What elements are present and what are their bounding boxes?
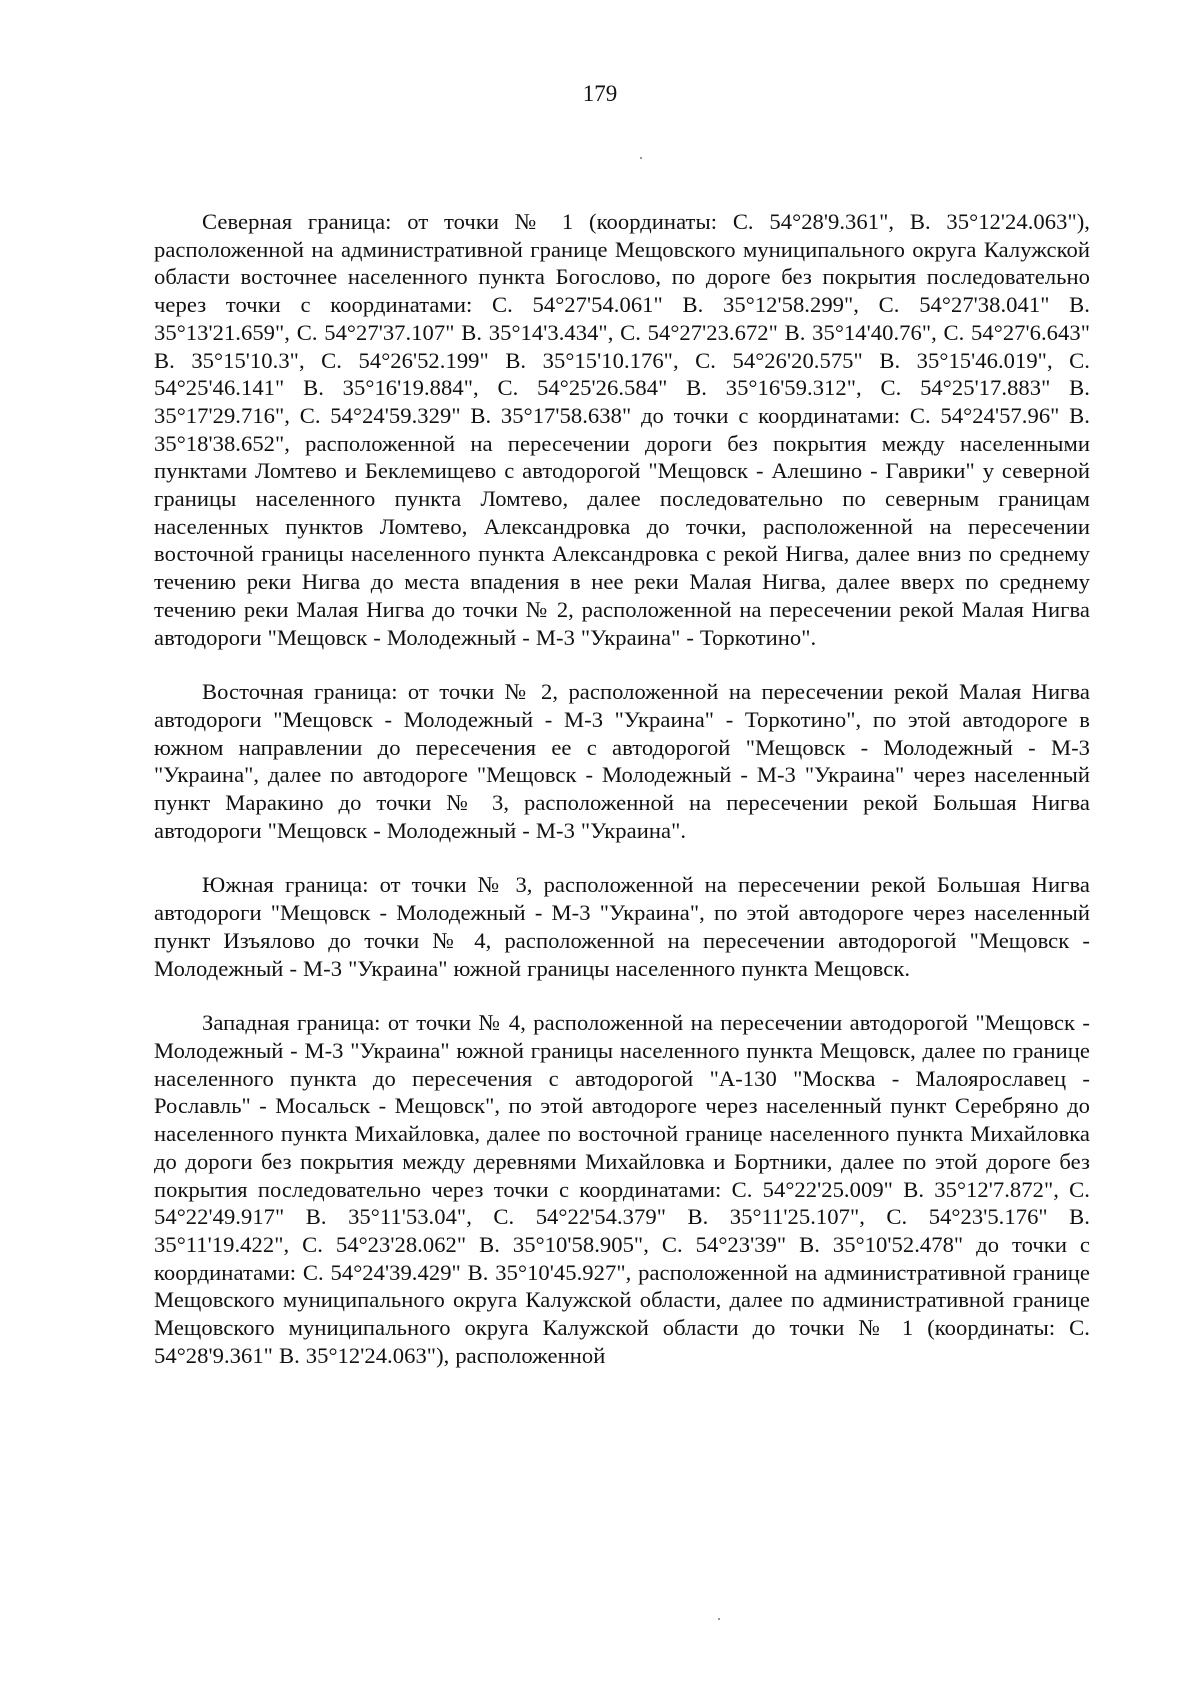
page-number: 179 [582, 81, 618, 106]
scan-speck [640, 157, 642, 159]
scan-speck [718, 1618, 720, 1620]
paragraph-northern-boundary: Северная граница: от точки № 1 (координаты: С. 54°28'9.361", В. 35°12'24.063"), расположенной на административной границе Мещовского муниципального округа Калужской области восточнее населенного пункта Богослово, по дороге без покрытия последовательно через точки с координатами: С. 54°27'54.061" В. 35°12'58.299", С. 54°27'38.041" В. 35°13'21.659", С. 54°27'37.107" В. 35°14'3.434", С. 54°27'23.672" В. 35°14'40.76", С. 54°27'6.643" В. 35°15'10.3", С. 54°26'52.199" В. 35°15'10.176", С. 54°26'20.575" В. 35°15'46.019", С. 54°25'46.141" В. 35°16'19.884", С. 54°25'26.584" В. 35°16'59.312", С. 54°25'17.883" В. 35°17'29.716", С. 54°24'59.329" В. 35°17'58.638" до точки с координатами: С. 54°24'57.96" В. 35°18'38.652", расположенной на пересечении дороги без покрытия между населенными пунктами Ломтево и Беклемищево с автодорогой "Мещовск - Алешино - Гаврики" у северной границы населенного пункта Ломтево, далее последовательно по северным границам населенных пунктов Ломтево, Александровка до точки, расположенной на пересечении восточной границы населенного пункта Александровка с рекой Нигва, далее вниз по среднему течению реки Нигва до места впадения в нее реки Малая Нигва, далее вверх по среднему течению реки Малая Нигва до точки № 2, расположенной на пересечении рекой Малая Нигва автодороги "Мещовск - Молодежный - М-3 "Украина" - Торкотино". [154, 209, 1090, 650]
paragraph-southern-boundary: Южная граница: от точки № 3, расположенной на пересечении рекой Большая Нигва автодороги "Мещовск - Молодежный - М-3 "Украина", по этой автодороге через населенный пункт Изъялово до точки № 4, расположенной на пересечении автодорогой "Мещовск - Молодежный - М-3 "Украина" южной границы населенного пункта Мещовск. [154, 872, 1090, 981]
paragraph-western-boundary: Западная граница: от точки № 4, расположенной на пересечении автодорогой "Мещовск - Молодежный - М-3 "Украина" южной границы населенного пункта Мещовск, далее по границе населенного пункта до пересечения с автодорогой "А-130 "Москва - Малоярославец - Рославль" - Мосальск - Мещовск", по этой автодороге через населенный пункт Серебряно до населенного пункта Михайловка, далее по восточной границе населенного пункта Михайловка до дороги без покрытия между деревнями Михайловка и Бортники, далее по этой дороге без покрытия последовательно через точки с координатами: С. 54°22'25.009" В. 35°12'7.872", С. 54°22'49.917" В. 35°11'53.04", С. 54°22'54.379" В. 35°11'25.107", С. 54°23'5.176" В. 35°11'19.422", С. 54°23'28.062" В. 35°10'58.905", С. 54°23'39" В. 35°10'52.478" до точки с координатами: С. 54°24'39.429" В. 35°10'45.927", расположенной на административной границе Мещовского муниципального округа Калужской области, далее по административной границе Мещовского муниципального округа Калужской области до точки № 1 (координаты: С. 54°28'9.361" В. 35°12'24.063"), расположенной [154, 1010, 1090, 1368]
document-body [154, 208, 1090, 1396]
paragraph-eastern-boundary: Восточная граница: от точки № 2, расположенной на пересечении рекой Малая Нигва автодороги "Мещовск - Молодежный - М-3 "Украина" - Торкотино", по этой автодороге в южном направлении до пересечения ее с автодорогой "Мещовск - Молодежный - М-3 "Украина", далее по автодороге "Мещовск - Молодежный - М-3 "Украина" через населенный пункт Маракино до точки № 3, расположенной на пересечении рекой Большая Нигва автодороги "Мещовск - Молодежный - М-3 "Украина". [154, 679, 1090, 843]
